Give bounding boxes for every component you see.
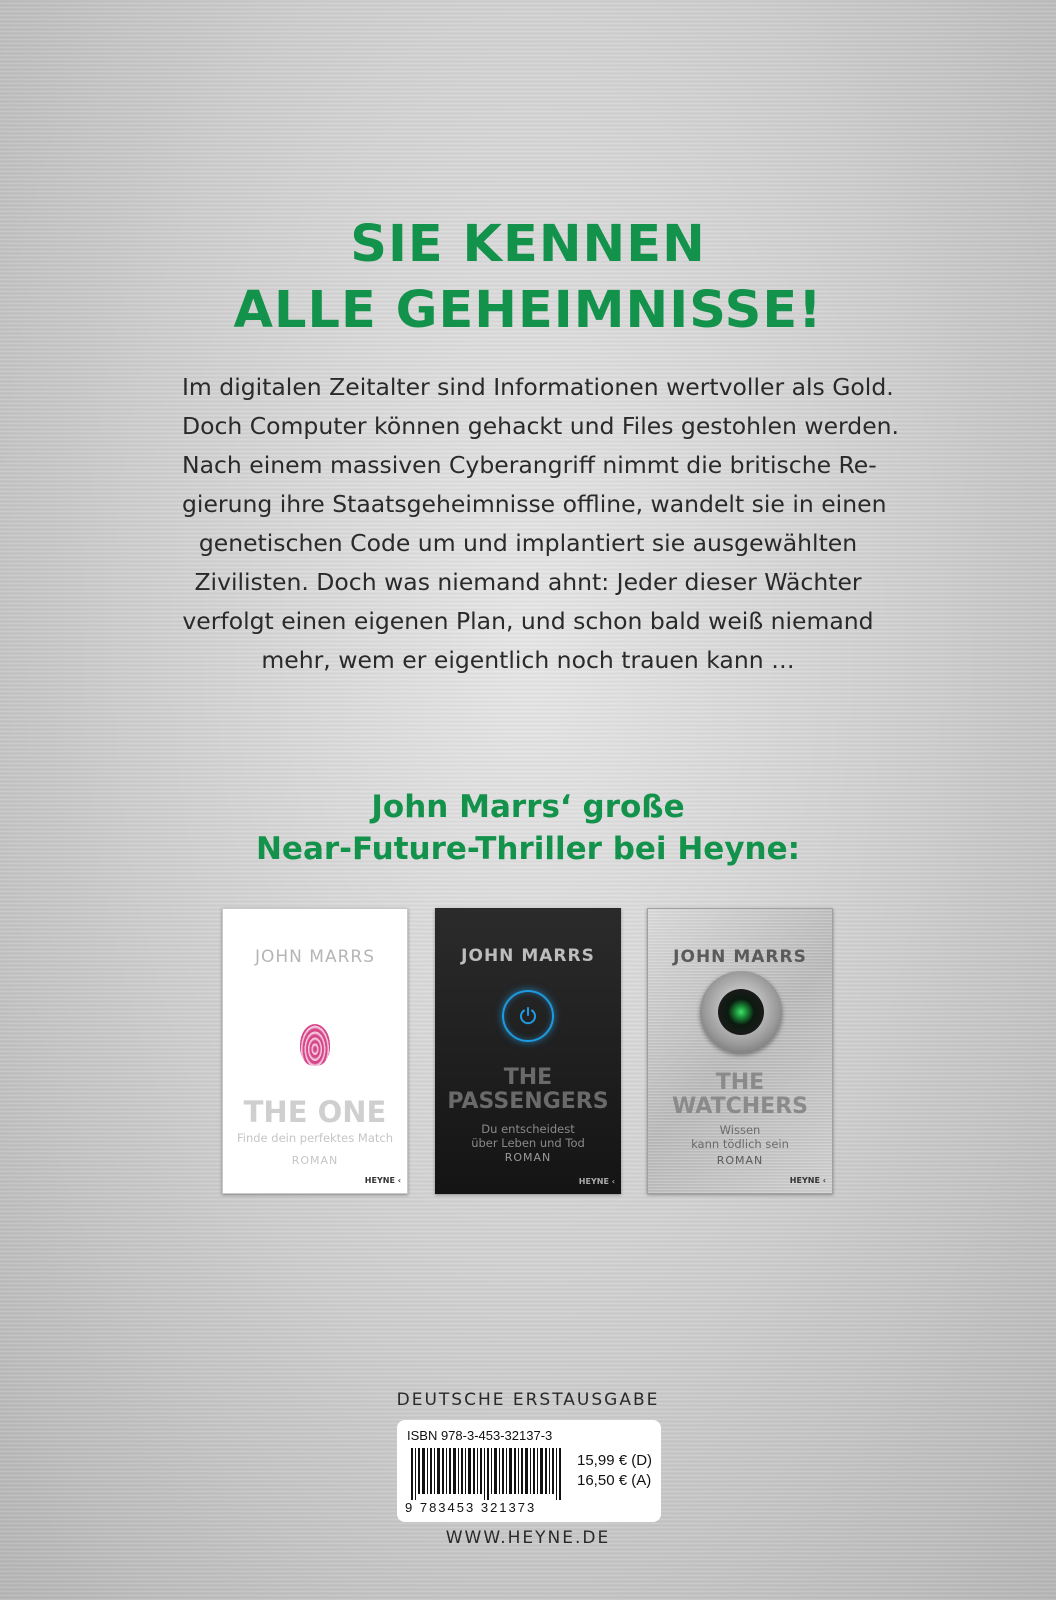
blurb-line: gierung ihre Staatsgeheimnisse offline, wandelt sie in einen [182,490,887,518]
headline-line-2: ALLE GEHEIMNISSE! [233,281,823,340]
book-title-line: WATCHERS [672,1094,808,1119]
blurb-text [182,368,900,680]
blurb-line: Im digitalen Zeitalter sind Informationen wertvoller als Gold. [182,373,894,401]
blurb-line: mehr, wem er eigentlich noch trauen kann … [261,646,795,674]
book-title: THE ONE [243,1095,387,1129]
blurb-line: genetischen Code um und implantiert sie ausgewählten [198,529,858,557]
book-tagline [435,1122,621,1150]
series-heading [0,786,1056,870]
barcode-digits: 9 783453 321373 [405,1500,537,1515]
blurb-line: verfolgt einen eigenen Plan, und schon bald weiß niemand [182,607,874,635]
book-genre: ROMAN [716,1154,764,1167]
isbn-number: ISBN 978-3-453-32137-3 [407,1428,553,1443]
price-austria: 16,50 € (A) [577,1472,652,1489]
series-heading-line-1: John Marrs‘ große [371,789,685,825]
book-genre: ROMAN [291,1154,339,1167]
fingerprint-icon [300,1024,330,1066]
publisher-website: WWW.HEYNE.DE [445,1528,611,1548]
publisher-logo: HEYNE ‹ [364,1176,401,1185]
book-tagline-line: Du entscheidest [481,1122,575,1136]
book-author: JOHN MARRS [461,946,595,966]
blurb-line: Doch Computer können gehackt und Files gestohlen werden. [182,412,900,440]
book-author: JOHN MARRS [254,947,375,967]
book-tagline [648,1123,832,1151]
blurb-line: Zivilisten. Doch was niemand ahnt: Jeder dieser Wächter [194,568,862,596]
book-title [435,1066,621,1114]
power-icon [502,990,554,1042]
book-tagline-line: kann tödlich sein [691,1137,789,1151]
book-cover-the-one [222,908,408,1194]
book-title [648,1071,832,1119]
book-tagline-line: über Leben und Tod [471,1136,585,1150]
headline-line-1: SIE KENNEN [350,215,706,274]
book-tagline-line: Wissen [719,1123,761,1137]
publisher-logo: HEYNE ‹ [789,1176,826,1185]
book-title-line: PASSENGERS [447,1089,609,1114]
book-tagline: Finde dein perfektes Match [236,1131,393,1145]
price-germany: 15,99 € (D) [577,1452,653,1469]
barcode-icon [411,1448,571,1500]
headline [0,212,1056,344]
camera-icon [700,971,782,1053]
book-cover-the-passengers [435,908,621,1194]
blurb-line: Nach einem massiven Cyberangriff nimmt die britische Re- [182,451,877,479]
book-author: JOHN MARRS [673,947,807,967]
publisher-logo: HEYNE ‹ [578,1177,615,1186]
edition-label: DEUTSCHE ERSTAUSGABE [396,1390,660,1410]
camera-lens [718,989,764,1035]
book-title-line: THE [715,1070,765,1095]
isbn-barcode-box [397,1420,661,1522]
series-heading-line-2: Near-Future-Thriller bei Heyne: [255,831,801,867]
book-genre: ROMAN [504,1151,552,1164]
book-cover-the-watchers [647,908,833,1194]
book-title-line: THE [503,1065,553,1090]
